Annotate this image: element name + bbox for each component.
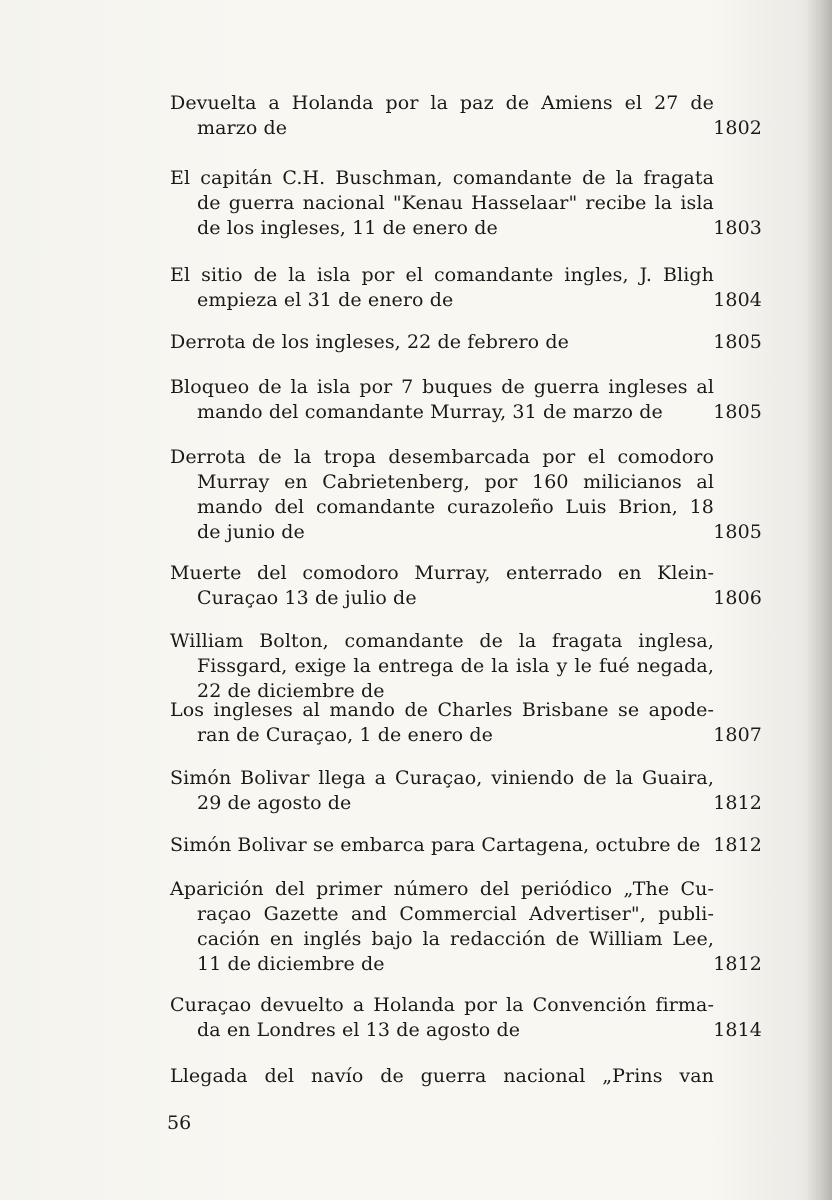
entry-line: Simón Bolivar llega a Curaçao, viniendo de la Guaira,: [170, 767, 714, 789]
entry-line: mando del comandante curazoleño Luis Brion, 18: [197, 496, 714, 518]
entry-year: 1807: [713, 724, 762, 746]
entry-year: 1803: [713, 217, 762, 239]
chronology-entry: [170, 330, 762, 355]
entry-year: 1802: [713, 117, 762, 139]
chronology-entry: [170, 629, 762, 704]
entry-line: 11 de diciembre de: [197, 953, 385, 975]
chronology-entry: [170, 766, 762, 816]
entry-line: Fissgard, exige la entrega de la isla y le fué negada,: [197, 655, 714, 677]
entry-line: 29 de agosto de: [197, 792, 352, 814]
chronology-entry: [170, 698, 762, 748]
entry-year: 1805: [713, 331, 762, 353]
chronology-entry: [170, 833, 762, 858]
entry-line: Derrota de los ingleses, 22 de febrero de: [170, 331, 569, 353]
entry-line: Devuelta a Holanda por la paz de Amiens el 27 de: [170, 92, 714, 114]
entry-line: mando del comandante Murray, 31 de marzo de: [197, 401, 663, 423]
entry-line: de los ingleses, 11 de enero de: [197, 217, 498, 239]
entry-year: 1812: [713, 953, 762, 975]
entry-line: Llegada del navío de guerra nacional „Prins van: [170, 1065, 714, 1087]
entry-line: Simón Bolivar se embarca para Cartagena, octubre de: [170, 834, 701, 856]
entry-year: 1814: [713, 1019, 762, 1041]
entry-line: de guerra nacional "Kenau Hasselaar" recibe la isla: [197, 192, 714, 214]
entry-line: empieza el 31 de enero de: [197, 289, 454, 311]
entry-line: Bloqueo de la isla por 7 buques de guerra ingleses al: [170, 376, 714, 398]
entry-line: cación en inglés bajo la redacción de William Lee,: [197, 928, 714, 950]
chronology-entry: [170, 993, 762, 1043]
entry-line: El capitán C.H. Buschman, comandante de la fragata: [170, 167, 714, 189]
entry-line: Aparición del primer número del periódico „The Cu-: [170, 878, 714, 900]
entry-line: da en Londres el 13 de agosto de: [197, 1019, 521, 1041]
entry-year: 1804: [713, 289, 762, 311]
page-number: 56: [167, 1112, 192, 1134]
entry-line: El sitio de la isla por el comandante ingles, J. Bligh: [170, 264, 714, 286]
chronology-entry: [170, 166, 762, 241]
entry-line: Curaçao 13 de julio de: [197, 587, 417, 609]
entry-year: 1806: [713, 587, 762, 609]
entry-line: Muerte del comodoro Murray, enterrado en Klein-: [170, 562, 714, 584]
chronology-entry: [170, 561, 762, 611]
entry-line: 22 de diciembre de: [197, 680, 385, 702]
entry-year: 1805: [713, 401, 762, 423]
chronology-entry: [170, 1064, 762, 1089]
entry-line: William Bolton, comandante de la fragata inglesa,: [170, 630, 714, 652]
entry-year: 1805: [713, 521, 762, 543]
chronology-entry: [170, 263, 762, 313]
entry-year: 1812: [713, 792, 762, 814]
chronology-entry: [170, 445, 762, 545]
entry-line: Los ingleses al mando de Charles Brisbane se apode-: [170, 699, 714, 721]
chronology-entry: [170, 375, 762, 425]
entry-line: de junio de: [197, 521, 305, 543]
chronology-entry: [170, 91, 762, 141]
entry-line: Derrota de la tropa desembarcada por el comodoro: [170, 446, 714, 468]
page-edge-shadow: [806, 0, 832, 1200]
entry-line: ran de Curaçao, 1 de enero de: [197, 724, 493, 746]
entry-line: Curaçao devuelto a Holanda por la Convención firma-: [170, 994, 714, 1016]
entry-line: Murray en Cabrietenberg, por 160 milicianos al: [197, 471, 714, 493]
chronology-entry: [170, 877, 762, 977]
entry-line: marzo de: [197, 117, 288, 139]
entry-line: raçao Gazette and Commercial Advertiser", publi-: [197, 903, 714, 925]
entry-year: 1812: [713, 834, 762, 856]
